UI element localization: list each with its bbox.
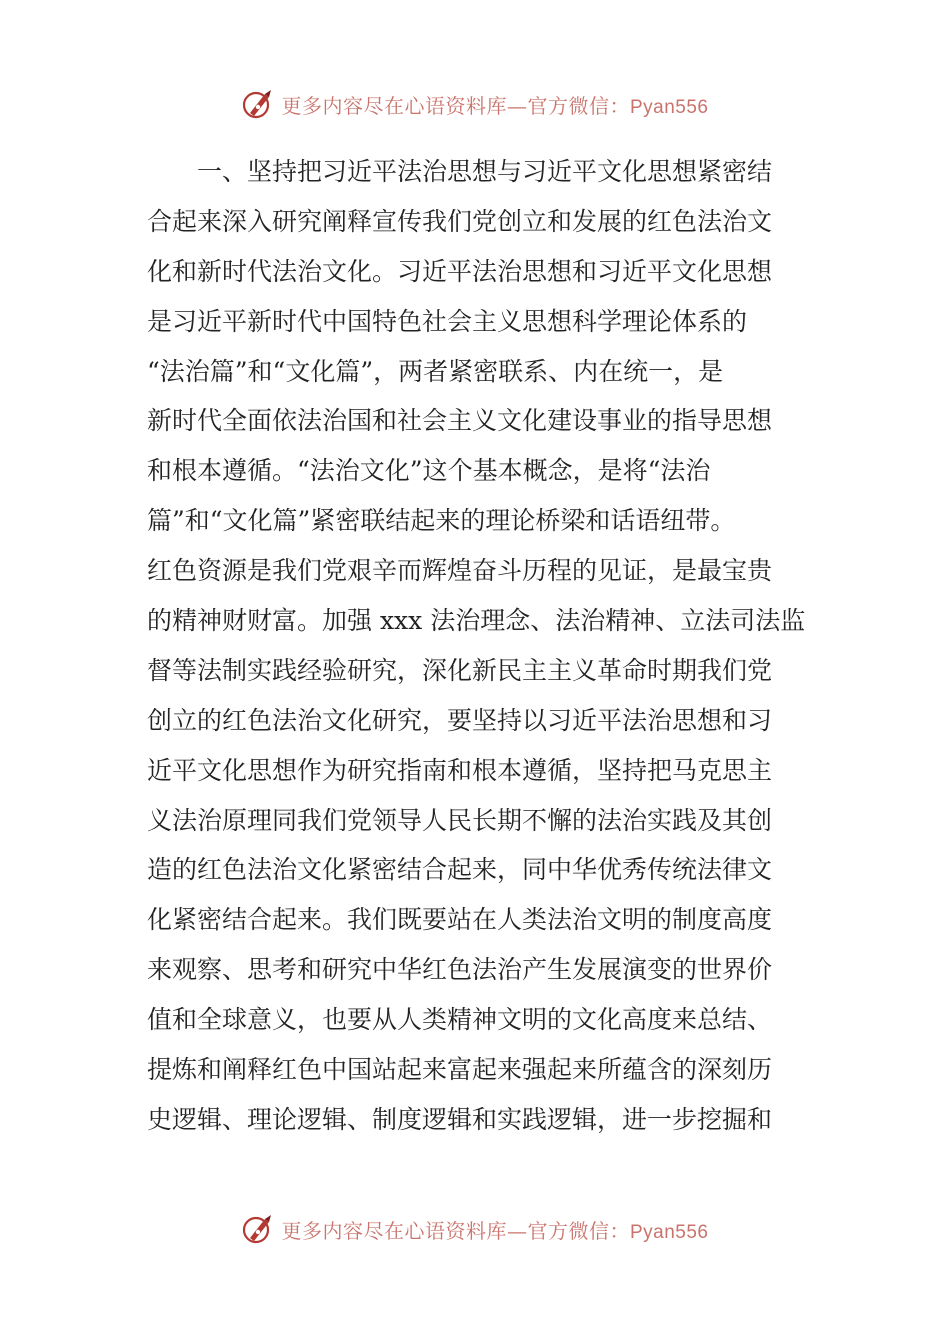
paragraph-line: 篇”和“文化篇”紧密联结起来的理论桥梁和话语纽带。: [147, 506, 736, 536]
watermark-separator: —: [506, 93, 528, 118]
paragraph-line: 化紧密结合起来。我们既要站在人类法治文明的制度高度: [147, 905, 773, 935]
paragraph-line: 义法治原理同我们党领导人民长期不懈的法治实践及其创: [147, 805, 773, 835]
watermark-wechat-label: 官方微信：: [527, 1218, 630, 1243]
paragraph-line: 创立的红色法治文化研究，要坚持以习近平法治思想和习: [147, 705, 773, 735]
paragraph-line: 提炼和阐释红色中国站起来富起来强起来所蕴含的深刻历: [147, 1055, 773, 1085]
paragraph-line: 和根本遵循。“法治文化”这个基本概念，是将“法治: [147, 456, 711, 486]
paragraph-line: “法治篇”和“文化篇”，两者紧密联系、内在统一，是: [147, 356, 724, 386]
paragraph-line: 化和新时代法治文化。习近平法治思想和习近平文化思想: [147, 256, 773, 286]
watermark-main-text: 更多内容尽在心语资料库: [281, 1218, 507, 1243]
paragraph-line: 近平文化思想作为研究指南和根本遵循，坚持把马克思主: [147, 755, 773, 785]
paragraph-line: 造的红色法治文化紧密结合起来，同中华优秀传统法律文: [147, 855, 773, 885]
paragraph-line: 来观察、思考和研究中华红色法治产生发展演变的世界价: [147, 955, 773, 985]
watermark-separator: —: [506, 1218, 528, 1243]
footer-watermark-banner: [0, 1209, 950, 1249]
watermark-text: [281, 90, 708, 119]
paragraph-line: 红色资源是我们党艰辛而辉煌奋斗历程的见证，是最宝贵: [147, 556, 773, 586]
watermark-wechat-label: 官方微信：: [527, 93, 630, 118]
paragraph-line: 督等法制实践经验研究，深化新民主主义革命时期我们党: [147, 655, 773, 685]
paragraph-line: 一、坚持把习近平法治思想与习近平文化思想紧密结: [197, 157, 773, 186]
pen-nib-circle-icon: [241, 1212, 275, 1246]
paragraph-line: 是习近平新时代中国特色社会主义思想科学理论体系的: [147, 306, 748, 336]
pen-nib-circle-icon: [241, 87, 275, 121]
document-body: [147, 147, 807, 1145]
watermark-wechat-id: Pyan556: [629, 1221, 709, 1243]
paragraph-line: 新时代全面依法治国和社会主义文化建设事业的指导思想: [147, 406, 773, 436]
paragraph-line: 合起来深入研究阐释宣传我们党创立和发展的红色法治文: [147, 206, 773, 236]
paragraph-line: 的精神财财富。加强 xxx 法治理念、法治精神、立法司法监: [147, 606, 806, 636]
header-watermark-banner: [0, 84, 950, 124]
watermark-text: [281, 1215, 708, 1244]
paragraph-line: 值和全球意义，也要从人类精神文明的文化高度来总结、: [147, 1005, 773, 1035]
paragraph-line: 史逻辑、理论逻辑、制度逻辑和实践逻辑，进一步挖掘和: [147, 1104, 773, 1134]
watermark-main-text: 更多内容尽在心语资料库: [281, 93, 507, 118]
watermark-wechat-id: Pyan556: [629, 96, 709, 118]
